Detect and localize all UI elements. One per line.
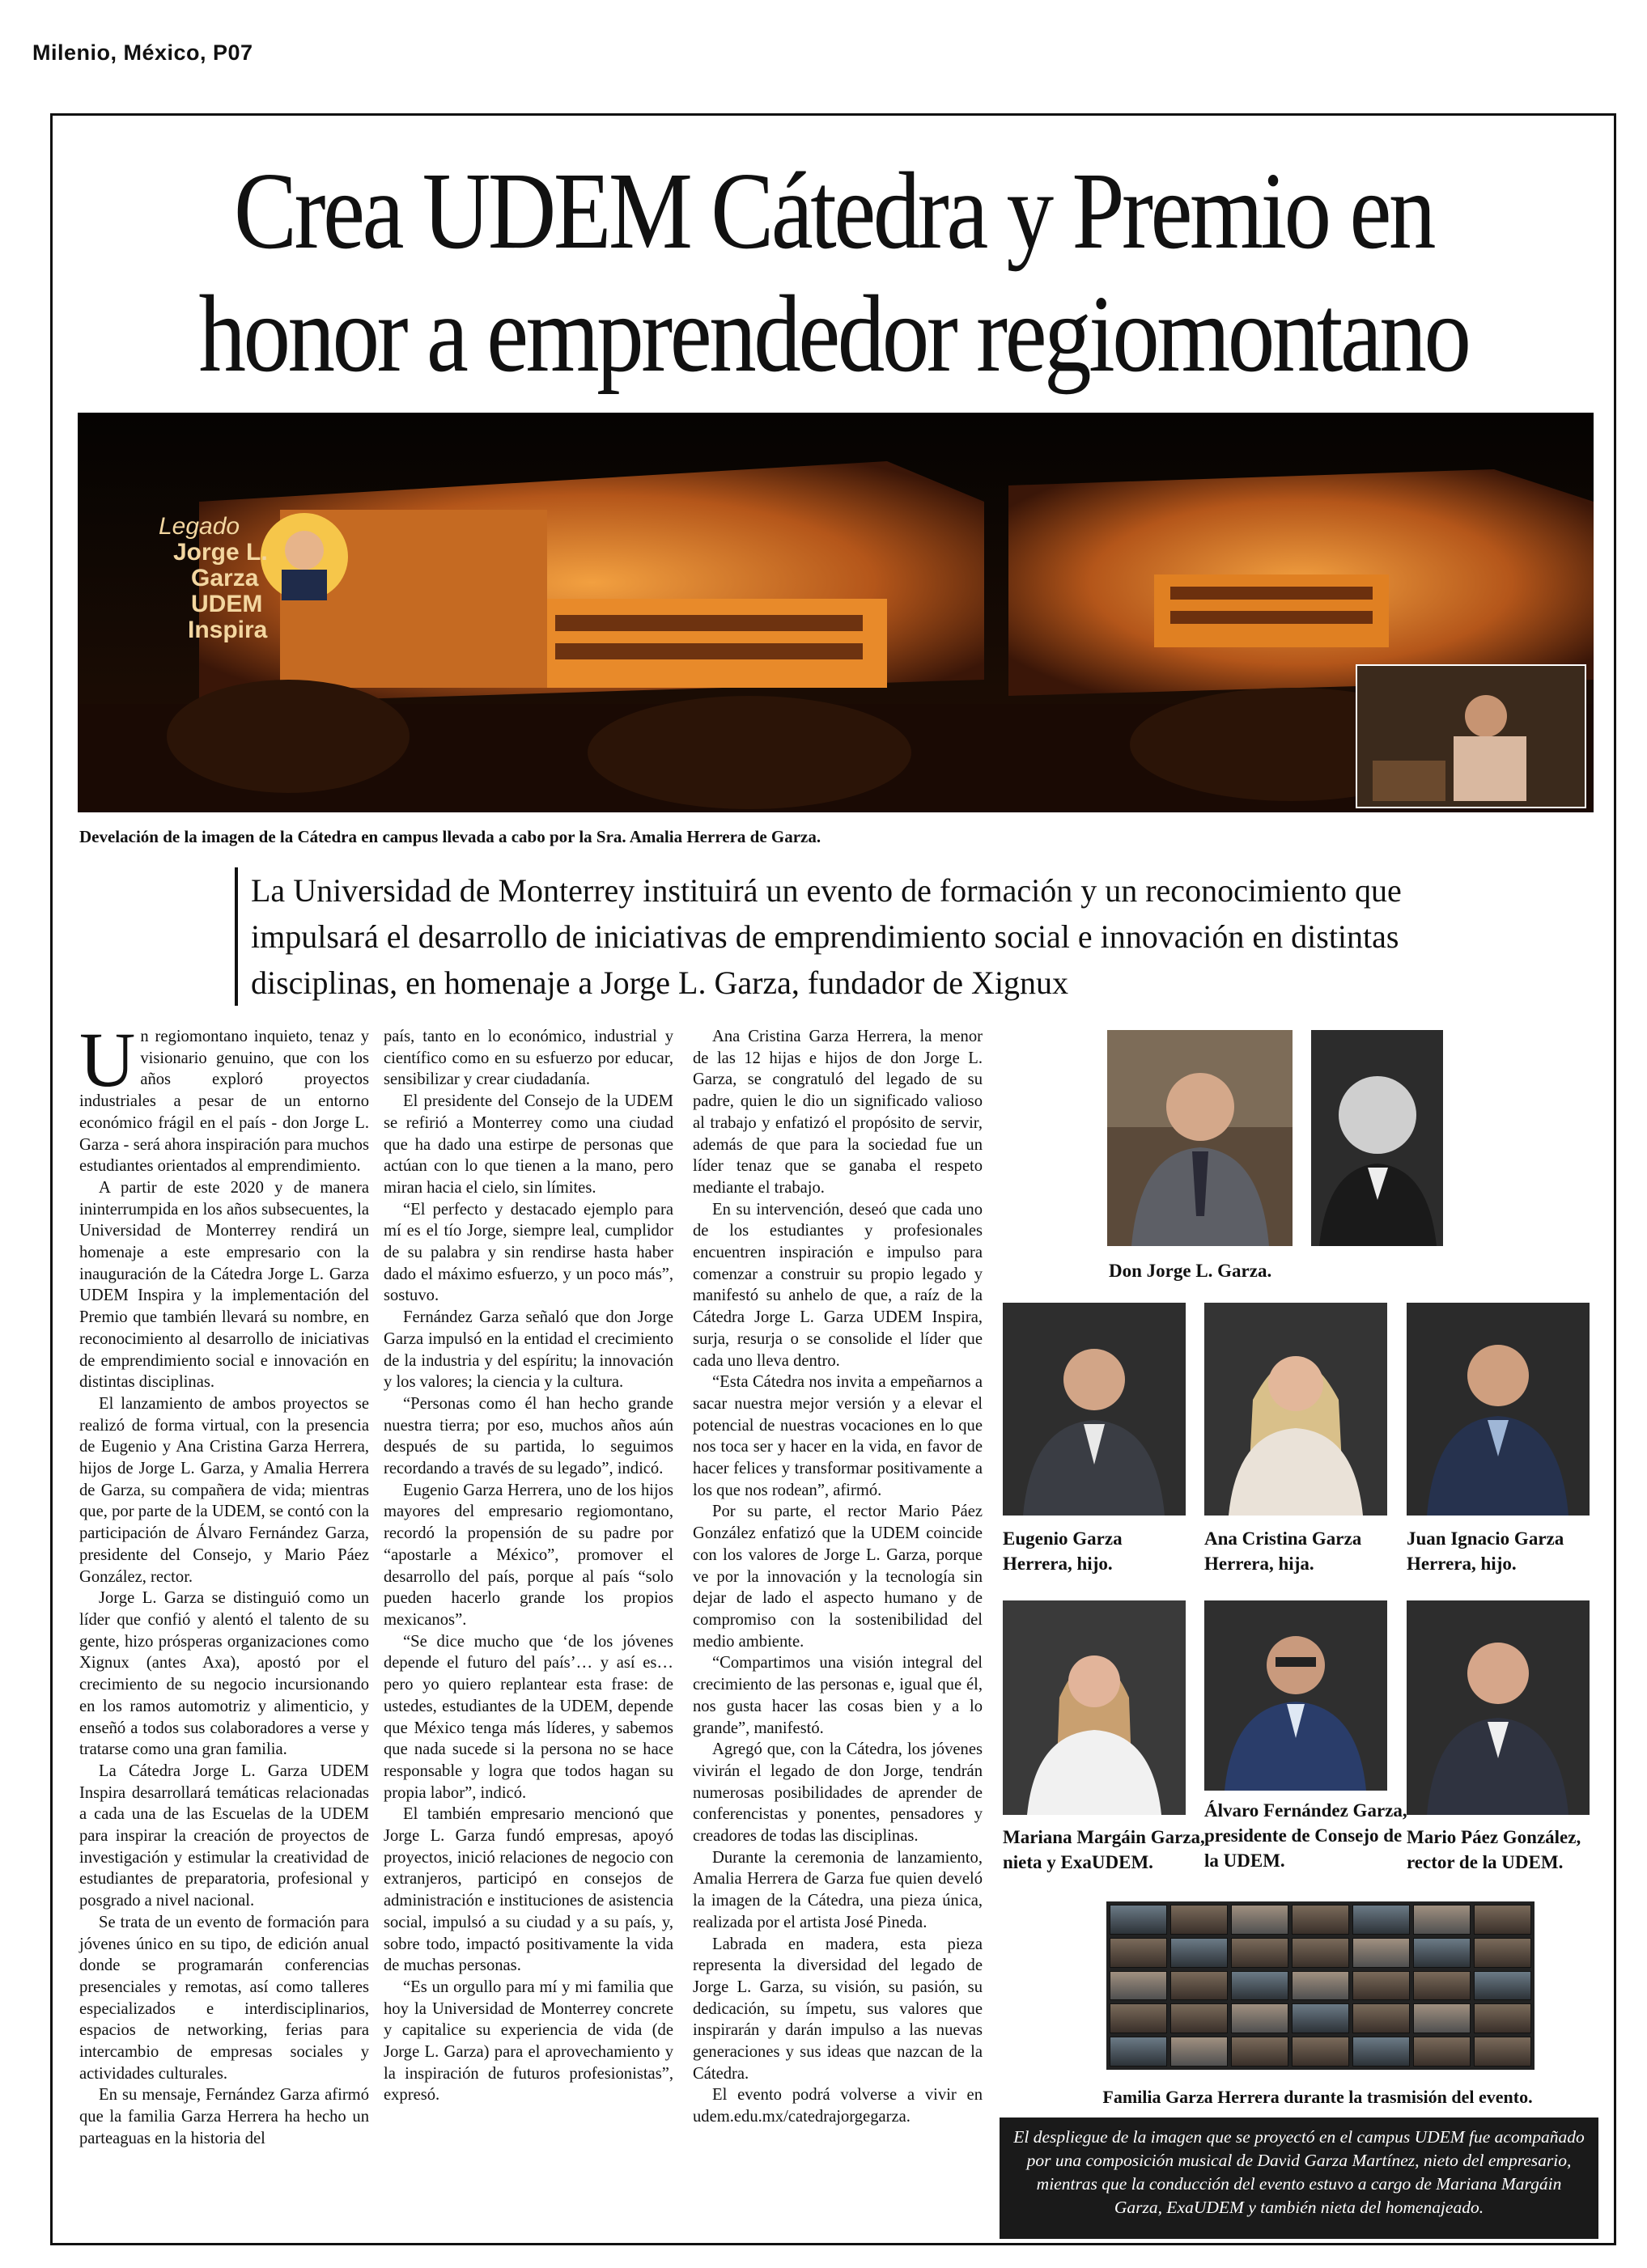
caption-zoom: Familia Garza Herrera durante la trasmisión del evento. <box>1102 2087 1533 2107</box>
photo-eugenio <box>1003 1303 1186 1516</box>
campus-night-image <box>78 413 1594 812</box>
paragraph: El también empresario mencionó que Jorge L. Garza fundó empresas, apoyó proyectos, inició relaciones de negocio con extranjeros, participó en consejos de administración e instituciones de asistencia social, impulsó a su ciudad y a su país, y, sobre todo, impactó positivamente la vida de muchas personas. <box>384 1805 673 1975</box>
paragraph: “Es un orgullo para mí y mi familia que hoy la Universidad de Monterrey concrete y capitalice su experiencia de vida (de Jorge L. Garza) para el aprovechamiento y la inspiración de futuros profesionistas”, expresó. <box>384 1978 673 2105</box>
portrait-image <box>1407 1303 1590 1516</box>
caption-ana-cristina: Ana Cristina Garza Herrera, hija. <box>1204 1528 1362 1574</box>
photo-mariana <box>1003 1600 1186 1815</box>
overlay-inspira: Inspira <box>188 617 268 643</box>
portrait-image <box>1204 1303 1387 1516</box>
portrait-image <box>1204 1600 1387 1791</box>
paragraph: Eugenio Garza Herrera, uno de los hijos mayores del empresario regiomontano, recordó la propensión de su padre por “apostarle a México”, promover el desarrollo del país, porque al país “solo pueden hacerlo grande los propios mexicanos”. <box>384 1481 673 1629</box>
caption-mario: Mario Páez González, rector de la UDEM. <box>1407 1827 1581 1872</box>
photo-juan-ignacio <box>1407 1303 1590 1516</box>
portrait-image <box>1311 1030 1443 1246</box>
overlay-name-1: Jorge L. <box>173 539 268 566</box>
paragraph: El presidente del Consejo de la UDEM se refirió a Monterrey como una ciudad que ha dado una estirpe de personas que actúan con lo que tienen a la mano, pero miran hacia el cielo, sin límites. <box>384 1092 673 1197</box>
body-column-2 <box>384 1026 673 2106</box>
paragraph: “Compartimos una visión integral del crecimiento de las personas e, igual que él, nos gusta hacer las cosas bien y a lo grande”, manifestó. <box>693 1654 983 1737</box>
paragraph: Labrada en madera, esta pieza representa la diversidad del legado de Jorge L. Garza, su visión, su pasión, su dedicación, su ímpetu, sus valores que inspirarán y darán impulso a las nuevas generaciones y sus ideas que nazcan de la Cátedra. <box>693 1935 983 2083</box>
paragraph: país, tanto en lo económico, industrial y científico como en su esfuerzo por educar, sensibilizar y crear ciudadanía. <box>384 1028 673 1089</box>
photo-don-jorge-color <box>1107 1030 1293 1246</box>
photo-alvaro <box>1204 1600 1387 1791</box>
sidebar-note-box: El despliegue de la imagen que se proyectó en el campus UDEM fue acompañado por una composición musical de David Garza Martínez, nieto del empresario, mientras que la conducción del evento estuvo a cargo de Mariana Margáin Garza, ExaUDEM y también nieta del homenajeado. <box>1000 2118 1598 2239</box>
caption-eugenio: Eugenio Garza Herrera, hijo. <box>1003 1528 1123 1574</box>
paragraph: Agregó que, con la Cátedra, los jóvenes vivirán el legado de don Jorge, tendrán numerosas posibilidades de aprender de conferencistas y ponentes, pensadores y creadores de todas las disciplinas. <box>693 1740 983 1846</box>
zoom-call-grid-photo <box>1106 1901 1535 2070</box>
paragraph: Fernández Garza señaló que don Jorge Garza impulsó en la entidad el crecimiento de la industria y del espíritu; la innovación y los valores; la ciencia y la cultura. <box>384 1308 673 1392</box>
paragraph: En su intervención, deseó que cada uno de los estudiantes y profesionales encuentren inspiración e impulso para comenzar a construir su propio legado y manifestó su anhelo de que, a raíz de la Cátedra Jorge L. Garza UDEM Inspira, surja, resurja o se consolide el líder que cada uno lleva dentro. <box>693 1200 983 1370</box>
paragraph: “Se dice mucho que ‘de los jóvenes depende el futuro del país’… y así es… pero yo quiero replantear esta frase: de ustedes, estudiantes de la UDEM, depende que México tenga más líderes, y sabemos que nada sucede si la persona no se hace responsable y logra que todos hagan su propia labor”, indicó. <box>384 1632 673 1802</box>
paragraph: El evento podrá volverse a vivir en udem.edu.mx/catedrajorgegarza. <box>693 2086 983 2126</box>
paragraph: A partir de este 2020 y de manera ininterrumpida en los años subsecuentes, la Universidad de Monterrey rendirá un homenaje a este empresario con la inauguración de la Cátedra Jorge L. Garza UDEM Inspira y la implementación del Premio que también llevará su nombre, en reconocimiento al desarrollo de iniciativas de emprendimiento social e innovación en distintas disciplinas. <box>79 1178 369 1392</box>
headline-line-2: honor a emprendedor regiomontano <box>198 273 1469 395</box>
photo-mario <box>1407 1600 1590 1815</box>
headline-line-1: Crea UDEM Cátedra y Premio en <box>233 150 1433 272</box>
caption-alvaro: Álvaro Fernández Garza, presidente de Consejo de la UDEM. <box>1204 1800 1407 1871</box>
portrait-image <box>1003 1600 1186 1815</box>
paragraph: “Personas como él han hecho grande nuestra tierra; por eso, muchos años aún después de su partida, lo seguimos recordando a través de su legado”, indicó. <box>384 1394 673 1478</box>
paragraph: Se trata de un evento de formación para jóvenes único en su tipo, de edición anual donde se programarán conferencias presenciales y remotas, así como talleres especializados e interdisciplinarios, espacios de networking, ferias para intercambio de empresas sociales y actividades culturales. <box>79 1913 369 2083</box>
headline <box>165 150 1501 396</box>
body-column-3 <box>693 1026 983 2128</box>
paragraph: La Cátedra Jorge L. Garza UDEM Inspira desarrollará temáticas relacionadas a cada una de las Escuelas de la UDEM para inspirar la creación de proyectos de investigación y estimular la creatividad de estudiantes de preparatoria, profesional y posgrado a nivel nacional. <box>79 1761 369 1910</box>
paragraph: Jorge L. Garza se distinguió como un líder que confió y alentó el talento de su gente, hizo prósperas organizaciones como Xignux (antes Axa), apostó por el crecimiento de su negocio incursionando en los ramos automotriz y alimenticio, y enseñó a todos sus colaboradores a verse y tratarse como una gran familia. <box>79 1589 369 1759</box>
deck-subheadline: La Universidad de Monterrey instituirá un evento de formación y un reconocimiento que impulsará el desarrollo de iniciativas de emprendimiento social e innovación en distintas disciplinas, en homenaje a Jorge L. Garza, fundador de Xignux <box>235 867 1513 1006</box>
paragraph: Un regiomontano inquieto, tenaz y visionario genuino, que con los años exploró proyectos industriales a pesar de un entorno económico frágil en el país - don Jorge L. Garza - será ahora inspiración para muchos estudiantes orientados al emprendimiento. <box>79 1016 369 1176</box>
main-photo-caption: Develación de la imagen de la Cátedra en campus llevada a cabo por la Sra. Amalia Herrera de Garza. <box>79 827 821 846</box>
projection-overlay <box>159 514 268 643</box>
photo-ana-cristina <box>1204 1303 1387 1516</box>
photo-don-jorge-bw <box>1311 1030 1443 1246</box>
paragraph: En su mensaje, Fernández Garza afirmó que la familia Garza Herrera ha hecho un parteaguas en la historia del <box>79 2086 369 2147</box>
caption-mariana: Mariana Margáin Garza, nieta y ExaUDEM. <box>1003 1827 1205 1872</box>
paragraph: Durante la ceremonia de lanzamiento, Amalia Herrera de Garza fue quien develó la imagen de la Cátedra, una pieza única, realizada por el artista José Pineda. <box>693 1848 983 1931</box>
body-column-1 <box>79 1016 369 2150</box>
overlay-brand: UDEM <box>191 591 263 617</box>
paragraph: Por su parte, el rector Mario Páez González enfatizó que la UDEM coincide con los valores de Jorge L. Garza, porque ve por la innovación y la tecnología sin dejar de lado el aspecto humano y de compromiso con la sostenibilidad del medio ambiente. <box>693 1503 983 1651</box>
page-header: Milenio, México, P07 <box>32 40 253 65</box>
caption-juan-ignacio: Juan Ignacio Garza Herrera, hijo. <box>1407 1528 1564 1574</box>
main-photo <box>78 413 1594 812</box>
portrait-image <box>1003 1303 1186 1516</box>
portrait-image <box>1107 1030 1293 1246</box>
paragraph: El lanzamiento de ambos proyectos se realizó de forma virtual, con la presencia de Eugenio y Ana Cristina Garza Herrera, hijos de Jorge L. Garza, y Amalia Herrera de Garza, su compañera de vida; mientras que, por parte de la UDEM, se contó con la participación de Álvaro Fernández Garza, presidente del Consejo, y Mario Páez González, rector. <box>79 1394 369 1586</box>
paragraph: “El perfecto y destacado ejemplo para mí es el tío Jorge, siempre leal, cumplidor de su palabra y sin rendirse hasta haber dado el máximo esfuerzo, y un poco más”, sostuvo. <box>384 1200 673 1305</box>
overlay-name-2: Garza <box>191 565 259 591</box>
paragraph: Ana Cristina Garza Herrera, la menor de las 12 hijas e hijos de don Jorge L. Garza, se congratuló del legado de su padre, quien le dio un significado valioso al trabajo y enfatizó el propósito de servir, además de que para la sociedad fue un líder tenaz que se ganaba el respeto mediante el trabajo. <box>693 1028 983 1197</box>
drop-cap: U <box>79 1016 136 1103</box>
paragraph: “Esta Cátedra nos invita a empeñarnos a sacar nuestra mejor versión y a elevar el potencial de nuestras vocaciones en lo que nos toca ser y hacer en la vida, en favor de hacer felices y transformar positivamente a los que nos rodean”, afirmó. <box>693 1373 983 1499</box>
caption-don-jorge: Don Jorge L. Garza. <box>1109 1261 1272 1281</box>
portrait-image <box>1407 1600 1590 1815</box>
overlay-legado: Legado <box>159 513 240 540</box>
